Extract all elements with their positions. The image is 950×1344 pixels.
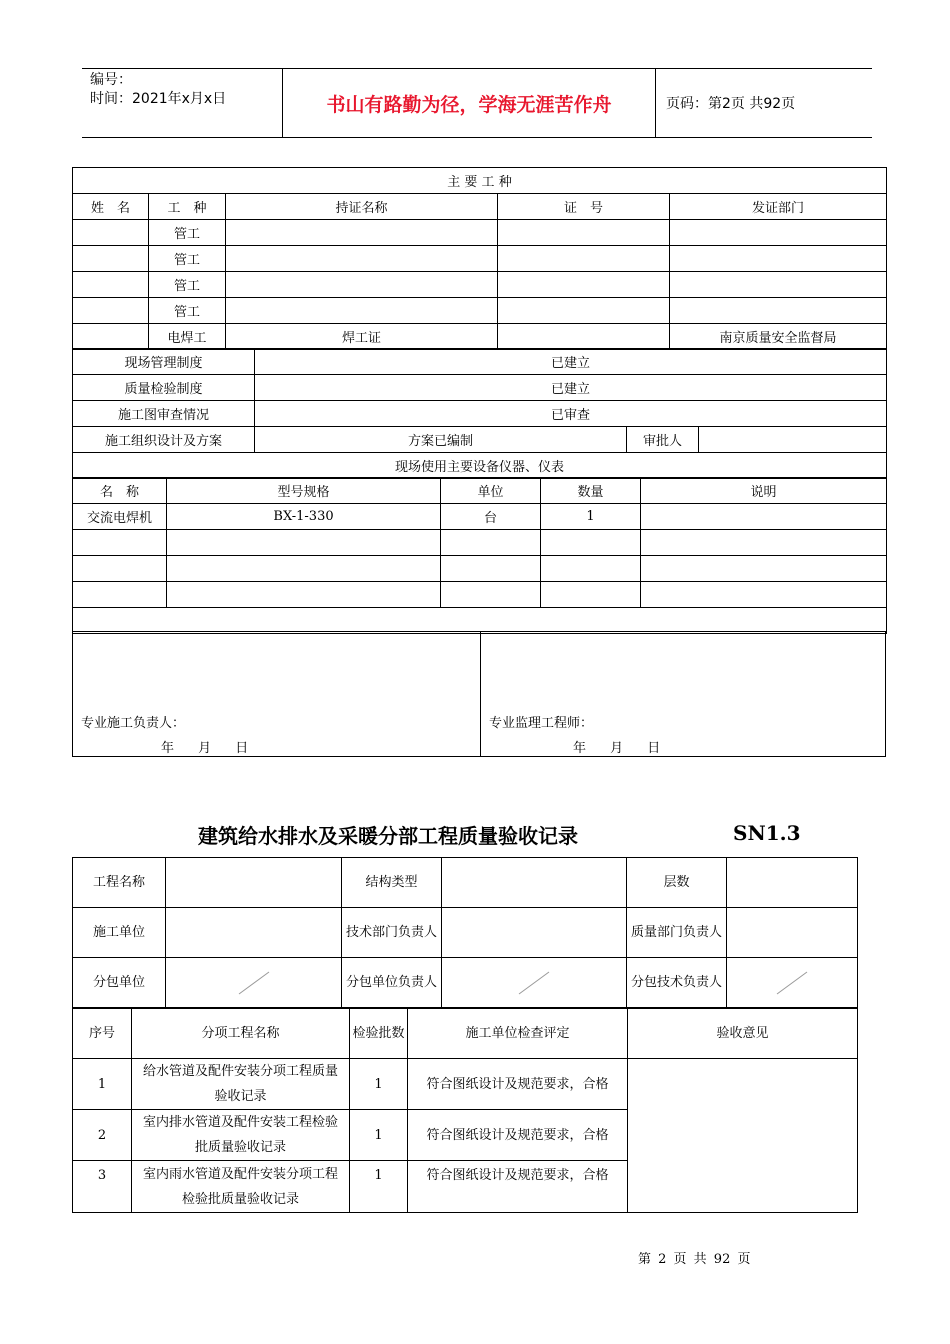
management-table xyxy=(72,348,887,479)
name-cell xyxy=(73,220,149,246)
sub-tech-head-value xyxy=(727,958,858,1008)
structure-type-value xyxy=(442,858,627,908)
table-row xyxy=(73,530,887,556)
acceptance-opinion-cell xyxy=(628,1059,858,1213)
cert-cell xyxy=(226,220,498,246)
equipment-model-cell xyxy=(167,556,441,582)
page-footer: 第 2 页 共 92 页 xyxy=(638,1252,751,1267)
item-batches-cell: 1 xyxy=(350,1110,408,1161)
trade-cell: 管工 xyxy=(149,246,226,272)
contractor-signature-label: 专业施工负责人： xyxy=(81,716,186,731)
table-row xyxy=(73,220,887,246)
table-row xyxy=(73,324,887,350)
issuer-cell xyxy=(670,272,887,298)
table-row xyxy=(73,298,887,324)
cert-no-cell xyxy=(498,298,670,324)
form-title: 建筑给水排水及采暖分部工程质量验收记录 xyxy=(198,824,578,848)
structure-type-label: 结构类型 xyxy=(342,858,442,908)
equipment-name-cell xyxy=(73,582,167,608)
quality-head-label: 质量部门负责人 xyxy=(627,908,727,958)
equipment-table xyxy=(72,477,887,634)
column-header: 工 种 xyxy=(149,194,226,220)
column-header: 证 号 xyxy=(498,194,670,220)
column-header: 序号 xyxy=(73,1009,132,1059)
trade-cell: 管工 xyxy=(149,298,226,324)
project-info-table xyxy=(72,857,858,1008)
column-header: 单位 xyxy=(441,478,541,504)
item-name-cell: 给水管道及配件安装分项工程质量验收记录 xyxy=(132,1059,350,1110)
page-header xyxy=(82,68,872,138)
item-batches-cell: 1 xyxy=(350,1161,408,1213)
item-assessment-cell: 符合图纸设计及规范要求，合格 xyxy=(408,1059,628,1110)
table-row xyxy=(73,349,887,375)
table-row xyxy=(73,246,887,272)
approver-label: 审批人 xyxy=(627,427,699,453)
subcontractor-label: 分包单位 xyxy=(73,958,166,1008)
equipment-name-cell xyxy=(73,556,167,582)
table-row xyxy=(73,958,858,1008)
equipment-model-cell: BX-1-330 xyxy=(167,504,441,530)
project-name-label: 工程名称 xyxy=(73,858,166,908)
sub-item-table xyxy=(72,1008,858,1213)
cert-no-cell xyxy=(498,220,670,246)
sub-tech-head-label: 分包技术负责人 xyxy=(627,958,727,1008)
header-meta xyxy=(82,69,283,137)
equipment-section-title: 现场使用主要设备仪器、仪表 xyxy=(73,453,887,479)
column-header: 发证部门 xyxy=(670,194,887,220)
column-header: 检验批数 xyxy=(350,1009,408,1059)
not-applicable-slash xyxy=(517,970,551,996)
sub-head-value xyxy=(442,958,627,1008)
equipment-qty-cell xyxy=(541,530,641,556)
supervisor-signature-cell xyxy=(481,632,885,756)
issuer-cell: 南京质量安全监督局 xyxy=(670,324,887,350)
equipment-header-row xyxy=(73,478,887,504)
equipment-unit-cell: 台 xyxy=(441,504,541,530)
table-row xyxy=(73,504,887,530)
not-applicable-slash xyxy=(237,970,271,996)
form-code: SN1.3 xyxy=(733,821,801,845)
equipment-unit-cell xyxy=(441,530,541,556)
column-header: 验收意见 xyxy=(628,1009,858,1059)
row-value: 已建立 xyxy=(255,349,887,375)
equipment-note-cell xyxy=(641,504,887,530)
equipment-qty-cell: 1 xyxy=(541,504,641,530)
cert-cell xyxy=(226,272,498,298)
item-assessment-cell: 符合图纸设计及规范要求，合格 xyxy=(408,1161,628,1213)
name-cell xyxy=(73,298,149,324)
sub-item-header-row xyxy=(73,1009,858,1059)
cert-no-cell xyxy=(498,324,670,350)
equipment-unit-cell xyxy=(441,556,541,582)
column-header: 型号规格 xyxy=(167,478,441,504)
row-label: 现场管理制度 xyxy=(73,349,255,375)
signature-box xyxy=(72,631,886,757)
header-motto: 书山有路勤为径，学海无涯苦作舟 xyxy=(283,69,656,137)
table-row xyxy=(73,427,887,453)
equipment-qty-cell xyxy=(541,582,641,608)
issuer-cell xyxy=(670,220,887,246)
personnel-header-row xyxy=(73,194,887,220)
document-time-label: 时间：2021年x月x日 xyxy=(90,91,227,107)
item-name-cell: 室内雨水管道及配件安装分项工程检验批质量验收记录 xyxy=(132,1161,350,1213)
cert-cell xyxy=(226,246,498,272)
personnel-table xyxy=(72,167,887,350)
subcontractor-value xyxy=(166,958,342,1008)
item-no-cell: 1 xyxy=(73,1059,132,1110)
equipment-model-cell xyxy=(167,530,441,556)
cert-cell: 焊工证 xyxy=(226,324,498,350)
trade-cell: 电焊工 xyxy=(149,324,226,350)
column-header: 持证名称 xyxy=(226,194,498,220)
contractor-signature-date: 年 月 日 xyxy=(161,741,249,756)
table-row xyxy=(73,401,887,427)
table-row xyxy=(73,582,887,608)
equipment-unit-cell xyxy=(441,582,541,608)
table-row xyxy=(73,1059,858,1110)
personnel-section-title: 主 要 工 种 xyxy=(73,168,887,194)
row-label: 质量检验制度 xyxy=(73,375,255,401)
cert-cell xyxy=(226,298,498,324)
column-header: 说明 xyxy=(641,478,887,504)
item-no-cell: 2 xyxy=(73,1110,132,1161)
sub-head-label: 分包单位负责人 xyxy=(342,958,442,1008)
item-no-cell: 3 xyxy=(73,1161,132,1213)
tech-head-value xyxy=(442,908,627,958)
column-header: 施工单位检查评定 xyxy=(408,1009,628,1059)
equipment-name-cell: 交流电焊机 xyxy=(73,504,167,530)
document-number-label: 编号： xyxy=(90,72,132,88)
cert-no-cell xyxy=(498,246,670,272)
row-label: 施工图审查情况 xyxy=(73,401,255,427)
row-label: 施工组织设计及方案 xyxy=(73,427,255,453)
name-cell xyxy=(73,272,149,298)
supervisor-signature-label: 专业监理工程师： xyxy=(489,716,594,731)
column-header: 分项工程名称 xyxy=(132,1009,350,1059)
equipment-name-cell xyxy=(73,530,167,556)
floors-label: 层数 xyxy=(627,858,727,908)
approver-value xyxy=(699,427,887,453)
name-cell xyxy=(73,246,149,272)
equipment-model-cell xyxy=(167,582,441,608)
table-row xyxy=(73,908,858,958)
tech-head-label: 技术部门负责人 xyxy=(342,908,442,958)
name-cell xyxy=(73,324,149,350)
issuer-cell xyxy=(670,246,887,272)
table-row xyxy=(73,858,858,908)
contractor-label: 施工单位 xyxy=(73,908,166,958)
item-assessment-cell: 符合图纸设计及规范要求，合格 xyxy=(408,1110,628,1161)
quality-head-value xyxy=(727,908,858,958)
project-name-value xyxy=(166,858,342,908)
row-value: 已建立 xyxy=(255,375,887,401)
item-batches-cell: 1 xyxy=(350,1059,408,1110)
blank-cell xyxy=(73,608,887,634)
equipment-note-cell xyxy=(641,556,887,582)
trade-cell: 管工 xyxy=(149,220,226,246)
header-page-number: 页码：第2页 共92页 xyxy=(666,96,796,112)
equipment-qty-cell xyxy=(541,556,641,582)
table-row xyxy=(73,556,887,582)
issuer-cell xyxy=(670,298,887,324)
contractor-value xyxy=(166,908,342,958)
column-header: 数量 xyxy=(541,478,641,504)
not-applicable-slash xyxy=(775,970,809,996)
trade-cell: 管工 xyxy=(149,272,226,298)
item-name-cell: 室内排水管道及配件安装工程检验批质量验收记录 xyxy=(132,1110,350,1161)
blank-row xyxy=(73,608,887,634)
equipment-note-cell xyxy=(641,582,887,608)
cert-no-cell xyxy=(498,272,670,298)
column-header: 名 称 xyxy=(73,478,167,504)
floors-value xyxy=(727,858,858,908)
equipment-note-cell xyxy=(641,530,887,556)
table-row xyxy=(73,272,887,298)
column-header: 姓 名 xyxy=(73,194,149,220)
row-value: 已审查 xyxy=(255,401,887,427)
contractor-signature-cell xyxy=(73,632,481,756)
supervisor-signature-date: 年 月 日 xyxy=(573,741,661,756)
row-value: 方案已编制 xyxy=(255,427,627,453)
table-row xyxy=(73,375,887,401)
